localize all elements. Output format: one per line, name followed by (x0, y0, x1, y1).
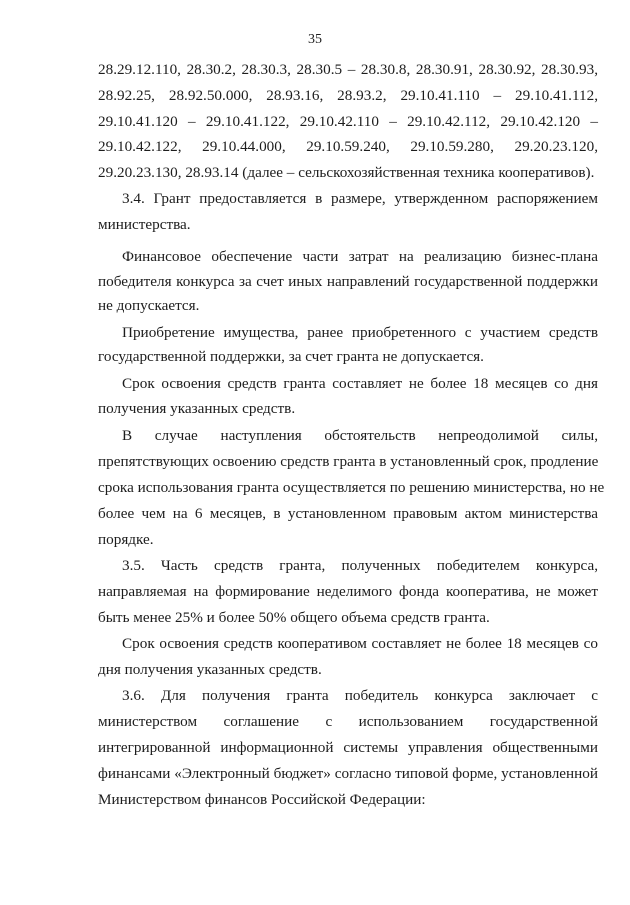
text-line: государственной поддержки, за счет гранта не допускается. (98, 348, 484, 365)
paragraph-first-line: Срок освоения средств кооперативом составляет не более 18 месяцев со (122, 635, 598, 652)
text-line: быть менее 25% и более 50% общего объема средств гранта. (98, 609, 490, 626)
text-line: срока использования гранта осуществляется по решению министерства, но не (98, 479, 605, 496)
text-line: порядке. (98, 531, 154, 548)
text-line: дня получения указанных средств. (98, 661, 322, 678)
text-line: направляемая на формирование неделимого фонда кооператива, не может (98, 583, 598, 600)
text-line: Министерством финансов Российской Федерации: (98, 791, 426, 808)
text-line: 28.29.12.110, 28.30.2, 28.30.3, 28.30.5 – 28.30.8, 28.30.91, 28.30.92, 28.30.93, (98, 61, 598, 78)
paragraph-first-line: 3.6. Для получения гранта победитель конкурса заключает с (122, 687, 598, 704)
text-line: интегрированной информационной системы управления общественными (98, 739, 598, 756)
text-line: 29.20.23.130, 28.93.14 (далее – сельскохозяйственная техника кооперативов). (98, 164, 595, 181)
text-line: 29.10.41.120 – 29.10.41.122, 29.10.42.110 – 29.10.42.112, 29.10.42.120 – (98, 113, 598, 130)
paragraph-first-line: Срок освоения средств гранта составляет не более 18 месяцев со дня (122, 375, 598, 392)
text-line: 28.92.25, 28.92.50.000, 28.93.16, 28.93.2, 29.10.41.110 – 29.10.41.112, (98, 87, 598, 104)
text-line: победителя конкурса за счет иных направлений государственной поддержки (98, 273, 598, 290)
text-line: препятствующих освоению средств гранта в установленный срок, продление (98, 453, 599, 470)
text-line: финансами «Электронный бюджет» согласно типовой форме, установленной (98, 765, 598, 782)
paragraph-first-line: 3.5. Часть средств гранта, полученных победителем конкурса, (122, 557, 598, 574)
paragraph-first-line: Финансовое обеспечение части затрат на реализацию бизнес-плана (122, 248, 598, 265)
text-line: министерством соглашение с использованием государственной (98, 713, 598, 730)
text-line: получения указанных средств. (98, 400, 296, 417)
paragraph-first-line: Приобретение имущества, ранее приобретенного с участием средств (122, 324, 598, 341)
paragraph-first-line: 3.4. Грант предоставляется в размере, утвержденном распоряжением (122, 190, 598, 207)
paragraph-first-line: В случае наступления обстоятельств непреодолимой силы, (122, 427, 598, 444)
text-line: министерства. (98, 216, 191, 233)
page-number: 35 (308, 32, 322, 47)
text-line: 29.10.42.122, 29.10.44.000, 29.10.59.240, 29.10.59.280, 29.20.23.120, (98, 138, 598, 155)
text-line: более чем на 6 месяцев, в установленном правовым актом министерства (98, 505, 598, 522)
text-line: не допускается. (98, 297, 200, 314)
